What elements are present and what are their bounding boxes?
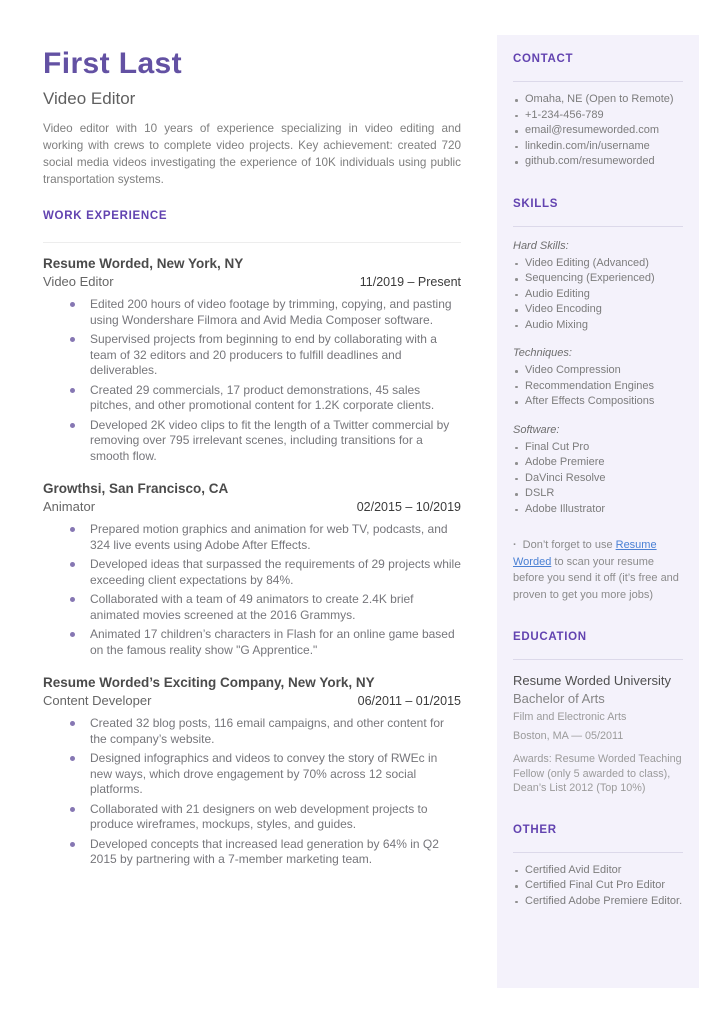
skill-item: Adobe Premiere (513, 455, 683, 471)
skill-list (513, 363, 683, 410)
section-divider (513, 852, 683, 853)
skill-list (513, 440, 683, 518)
job-entry (43, 256, 461, 464)
summary-text: Video editor with 10 years of experience specializing in video editing and working with crews to complete video projects. Key achievement: created 720 social media videos investigating the experience of 10K individuals using public transportation systems. (43, 122, 461, 186)
job-bullet: Edited 200 hours of video footage by trimming, copying, and pasting using Wondershare Filmora and Avid Media Composer software. (70, 297, 461, 328)
job-bullet: Created 29 commercials, 17 product demonstrations, 45 sales pitches, and other promotional content for 1.2K corporate clients. (70, 383, 461, 414)
education-major: Film and Electronic Arts (513, 711, 627, 723)
job-bullet-list (43, 297, 461, 464)
sidebar (497, 35, 699, 988)
job-bullet: Animated 17 children’s characters in Flash for an online game based on the famous reality show "G Apprentice." (70, 627, 461, 658)
contact-item-linkedin: linkedin.com/in/username (513, 139, 683, 155)
skill-item: Sequencing (Experienced) (513, 271, 683, 287)
company-name: Resume Worded’s Exciting Company, New York, NY (43, 675, 375, 690)
contact-section (513, 53, 683, 170)
job-bullet: Supervised projects from beginning to end by collaborating with a team of 32 editors and 20 producers to fulfill deadlines and deliverables. (70, 332, 461, 379)
education-section (513, 631, 683, 796)
skill-item: Video Compression (513, 363, 683, 379)
certification-list (513, 863, 683, 910)
job-bullet: Designed infographics and videos to convey the story of RWEc in new ways, which drove engagement by 70% across 12 social platforms. (70, 751, 461, 798)
awards-text: Awards: Resume Worded Teaching Fellow (only 5 awarded to class), Dean’s List 2012 (Top 10%) (513, 753, 682, 794)
person-name: First Last (43, 47, 183, 80)
job-bullet: Collaborated with a team of 49 animators to create 2.4K brief animated movies screened at the 2016 Grammys. (70, 592, 461, 623)
resume-worded-link[interactable]: Resume Worded (513, 539, 657, 568)
company-name: Resume Worded, New York, NY (43, 256, 244, 271)
role-row (43, 693, 461, 708)
job-entry (43, 481, 461, 658)
contact-list (513, 92, 683, 170)
skill-group-label: Techniques: (513, 347, 572, 359)
contact-item-email: email@resumeworded.com (513, 123, 683, 139)
role-row (43, 499, 461, 514)
education-location-date: Boston, MA — 05/2011 (513, 729, 624, 742)
tip-text (513, 537, 683, 603)
tip-suffix: to scan your resume before you send it off (it’s free and proven to get you more jobs) (513, 555, 679, 601)
skill-item: Audio Editing (513, 287, 683, 303)
skill-item: Video Editing (Advanced) (513, 256, 683, 272)
job-entry (43, 675, 461, 868)
skills-section (513, 198, 683, 604)
section-divider (513, 81, 683, 82)
skill-item: DSLR (513, 486, 683, 502)
section-divider (43, 242, 461, 243)
job-dates: 11/2019 – Present (359, 275, 461, 289)
contact-item-phone: +1-234-456-789 (513, 108, 683, 124)
skill-item: Final Cut Pro (513, 440, 683, 456)
skill-item: Adobe Illustrator (513, 502, 683, 518)
skill-list (513, 256, 683, 334)
job-bullet: Collaborated with 21 designers on web development projects to produce wireframes, mockups, styles, and guides. (70, 802, 461, 833)
job-role: Video Editor (43, 274, 114, 289)
education-heading: EDUCATION (513, 631, 587, 643)
person-title: Video Editor (43, 89, 136, 108)
job-dates: 06/2011 – 01/2015 (357, 694, 461, 708)
job-bullet: Created 32 blog posts, 116 email campaigns, and other content for the company’s website. (70, 716, 461, 747)
work-experience-heading: WORK EXPERIENCE (43, 210, 168, 222)
certification-item: Certified Final Cut Pro Editor (513, 878, 683, 894)
degree: Bachelor of Arts (513, 691, 605, 706)
job-bullet: Prepared motion graphics and animation for web TV, podcasts, and 324 live events using Adobe After Effects. (70, 522, 461, 553)
contact-item-location: Omaha, NE (Open to Remote) (513, 92, 683, 108)
skill-item: After Effects Compositions (513, 394, 683, 410)
job-role: Animator (43, 499, 96, 514)
job-bullet: Developed ideas that surpassed the requirements of 29 projects while exceeding client expectations by 84%. (70, 557, 461, 588)
main-column (43, 47, 461, 872)
tip-prefix: Don’t forget to use (522, 539, 616, 551)
other-section (513, 824, 683, 910)
skill-item: DaVinci Resolve (513, 471, 683, 487)
certification-item: Certified Adobe Premiere Editor. (513, 894, 683, 910)
job-dates: 02/2015 – 10/2019 (356, 500, 461, 514)
role-row (43, 274, 461, 289)
skill-group-label: Software: (513, 423, 560, 436)
job-bullet-list (43, 716, 461, 868)
skill-item: Video Encoding (513, 302, 683, 318)
job-bullet-list (43, 522, 461, 658)
school-name: Resume Worded University (513, 673, 671, 688)
contact-heading: CONTACT (513, 53, 574, 65)
skills-heading: SKILLS (513, 197, 559, 210)
section-divider (513, 226, 683, 227)
contact-item-github: github.com/resumeworded (513, 154, 683, 170)
other-heading: OTHER (513, 823, 557, 836)
certification-item: Certified Avid Editor (513, 863, 683, 879)
section-divider (513, 659, 683, 660)
skill-item: Audio Mixing (513, 318, 683, 334)
job-bullet: Developed concepts that increased lead generation by 64% in Q2 2015 by partnering with a 7-member marketing team. (70, 837, 461, 868)
company-name: Growthsi, San Francisco, CA (43, 481, 229, 496)
skill-group-label: Hard Skills: (513, 239, 569, 252)
job-role: Content Developer (43, 693, 152, 708)
job-bullet: Developed 2K video clips to fit the length of a Twitter commercial by removing over 795 irrelevant scenes, including transitions for a smooth flow. (70, 418, 461, 465)
skill-item: Recommendation Engines (513, 379, 683, 395)
